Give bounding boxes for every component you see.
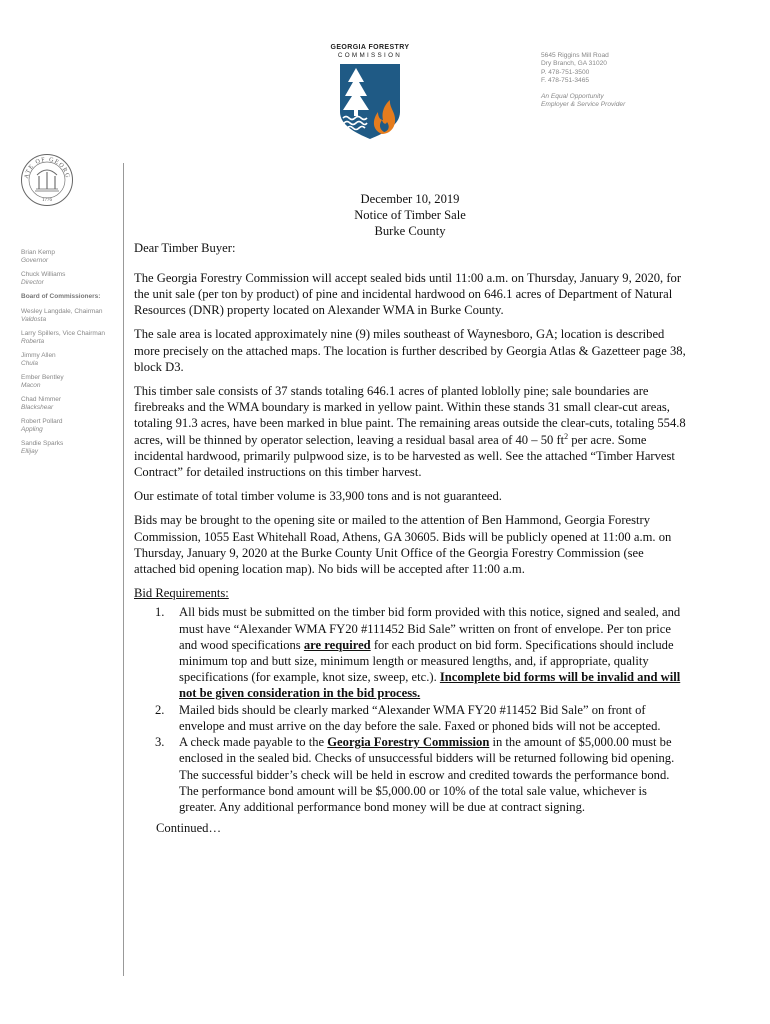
list-number: 1.: [155, 605, 165, 620]
logo-line2: COMMISSION: [337, 52, 403, 59]
req3-payee: Georgia Forestry Commission: [327, 735, 490, 750]
commissioner-city: Chula: [21, 360, 38, 367]
commissioner-name: Wesley Langdale, Chairman: [21, 308, 103, 315]
commissioner-name: Larry Spillers, Vice Chairman: [21, 330, 106, 337]
eeo-line1: An Equal Opportunity: [541, 93, 604, 101]
address-block: [541, 52, 625, 110]
gfc-logo: [330, 44, 410, 140]
continued-note: Continued…: [156, 821, 222, 836]
bid-requirements-list: [134, 604, 686, 815]
list-item: [134, 604, 686, 701]
req1-warning: Incomplete bid forms will be invalid and will not be given consideration in the bid process.: [179, 670, 681, 701]
letter-county: Burke County: [374, 224, 446, 239]
req3-text-c: in the amount of $5,000.00 must be enclosed in the sealed bid. Checks of unsuccessful bidders will be returned following bid opening. The successful bidder’s check will be held in escrow and credited towards the performance bond. The performance bond amount will be $5,000.00 or 10% of the total sale value, whichever is greater. Any additional performance bond money will be due at contract signing.: [179, 735, 675, 814]
commissioner-name: Robert Pollard: [21, 418, 63, 425]
paragraph-volume: Our estimate of total timber volume is 33,900 tons and is not guaranteed.: [134, 489, 502, 504]
req1-text-a: All bids must be submitted on the timber bid form provided with this notice, signed and sealed, and must have “Alexander WMA FY20 #111452 Bid Sale” written on front of envelope. Per ton price and wood specifications: [179, 605, 681, 652]
req1-emphasis: are required: [303, 637, 371, 652]
commissioner-name: Ember Bentley: [21, 374, 64, 381]
director-name: Chuck Williams: [21, 271, 66, 278]
board-label: Board of Commissioners:: [21, 293, 101, 300]
georgia-seal-icon: [20, 153, 74, 207]
paragraph-bid-opening: Bids may be brought to the opening site or mailed to the attention of Ben Hammond, Georgia Forestry Commission, 1055 East Whitehall Road, Athens, GA 30605. Bids will be publicly opened at 11:00 a.m. on Thursday, January 9, 2020 at the Burke County Unit Office of the Georgia Forestry Commission (see attached bid opening location map). No bids will be accepted after 11:00 a.m.: [134, 513, 672, 577]
commissioner-city: Blackshear: [21, 404, 54, 411]
seal-top-text: ATE OF GEORG: [23, 156, 71, 180]
letter-body: [134, 191, 686, 836]
sidebar-divider: [123, 163, 124, 976]
bid-requirements-heading: Bid Requirements:: [134, 586, 229, 601]
state-seal: [20, 153, 74, 212]
req3-text-a: A check made payable to the: [179, 735, 328, 750]
address-phone: P. 478-751-3500: [541, 68, 590, 76]
list-item: [134, 734, 686, 815]
commissioner-city: Macon: [21, 382, 41, 389]
svg-text:STATE OF GEORGIA: [20, 153, 70, 179]
list-number: 3.: [155, 735, 165, 750]
stands-text-b: per acre. Some incidental hardwood, primarily pulpwood size, is to be harvested as well. See the attached “Timber Harvest Contract” for detailed instructions on this timber harvest.: [134, 432, 675, 480]
commissioner-city: Appling: [21, 426, 43, 433]
logo-line1: GEORGIA FORESTRY: [330, 44, 410, 51]
governor-name: Brian Kemp: [21, 249, 55, 256]
shield-emblem-icon: [338, 62, 402, 140]
req2-text: Mailed bids should be clearly marked “Alexander WMA FY20 #11452 Bid Sale” on front of envelope and must arrive on the day before the sale. Faxed or phoned bids will not be accepted.: [179, 702, 661, 733]
eeo-line2: Employer & Service Provider: [541, 101, 626, 109]
commissioner-city: Valdosta: [21, 316, 47, 323]
list-number: 2.: [155, 702, 165, 717]
address-fax: F. 478-751-3465: [541, 76, 590, 84]
governor-title: Governor: [21, 257, 49, 264]
commissioner-name: Chad Nimmer: [21, 396, 62, 403]
paragraph-stands: [134, 383, 686, 480]
paragraph-location: The sale area is located approximately nine (9) miles southeast of Waynesboro, GA; location is described more precisely on the attached maps. The location is further described by Georgia Atlas & Gazetteer page 38, block D3.: [134, 327, 686, 374]
sidebar-officials: [21, 249, 116, 462]
paragraph-bid-deadline: The Georgia Forestry Commission will accept sealed bids until 11:00 a.m. on Thursday, January 9, 2020, for the unit sale (per ton by product) of pine and incidental hardwood on 646.1 acres of Department of Natural Resources (DNR) property located on Alexander WMA in Burke County.: [134, 270, 682, 318]
stands-text-a: This timber sale consists of 37 stands totaling 646.1 acres of planted loblolly pine; sale boundaries are firebreaks and the WMA boundary is marked in yellow paint. Within these stands 31 small clear-cut areas, totaling 91.3 acres, have been marked in blue paint. The remaining areas outside the clear-cuts, totaling 554.8 acres, will be thinned by operator selection, leaving a residual basal area of 40 – 50 ft: [134, 384, 686, 447]
address-city: Dry Branch, GA 31020: [541, 60, 607, 68]
address-street: 5645 Riggins Mill Road: [541, 52, 609, 59]
req1-text-c: for each product on bid form. Specifications should include minimum top and butt size, minimum length or measured lengths, and, if appropriate, quality specifications (for example, knot size, sweep, etc.).: [179, 637, 674, 685]
director-title: Director: [21, 279, 44, 286]
commissioner-city: Ellijay: [21, 448, 38, 455]
letter-date: December 10, 2019: [360, 192, 460, 206]
seal-year: 1776: [42, 198, 52, 203]
list-item: [134, 702, 686, 734]
superscript-2: 2: [564, 431, 569, 441]
commissioner-name: Sandie Sparks: [21, 440, 64, 447]
letter-subject: Notice of Timber Sale: [354, 208, 466, 223]
commissioner-city: Roberta: [21, 338, 45, 345]
commissioner-name: Jimmy Allen: [21, 352, 56, 359]
salutation: Dear Timber Buyer:: [134, 240, 236, 255]
